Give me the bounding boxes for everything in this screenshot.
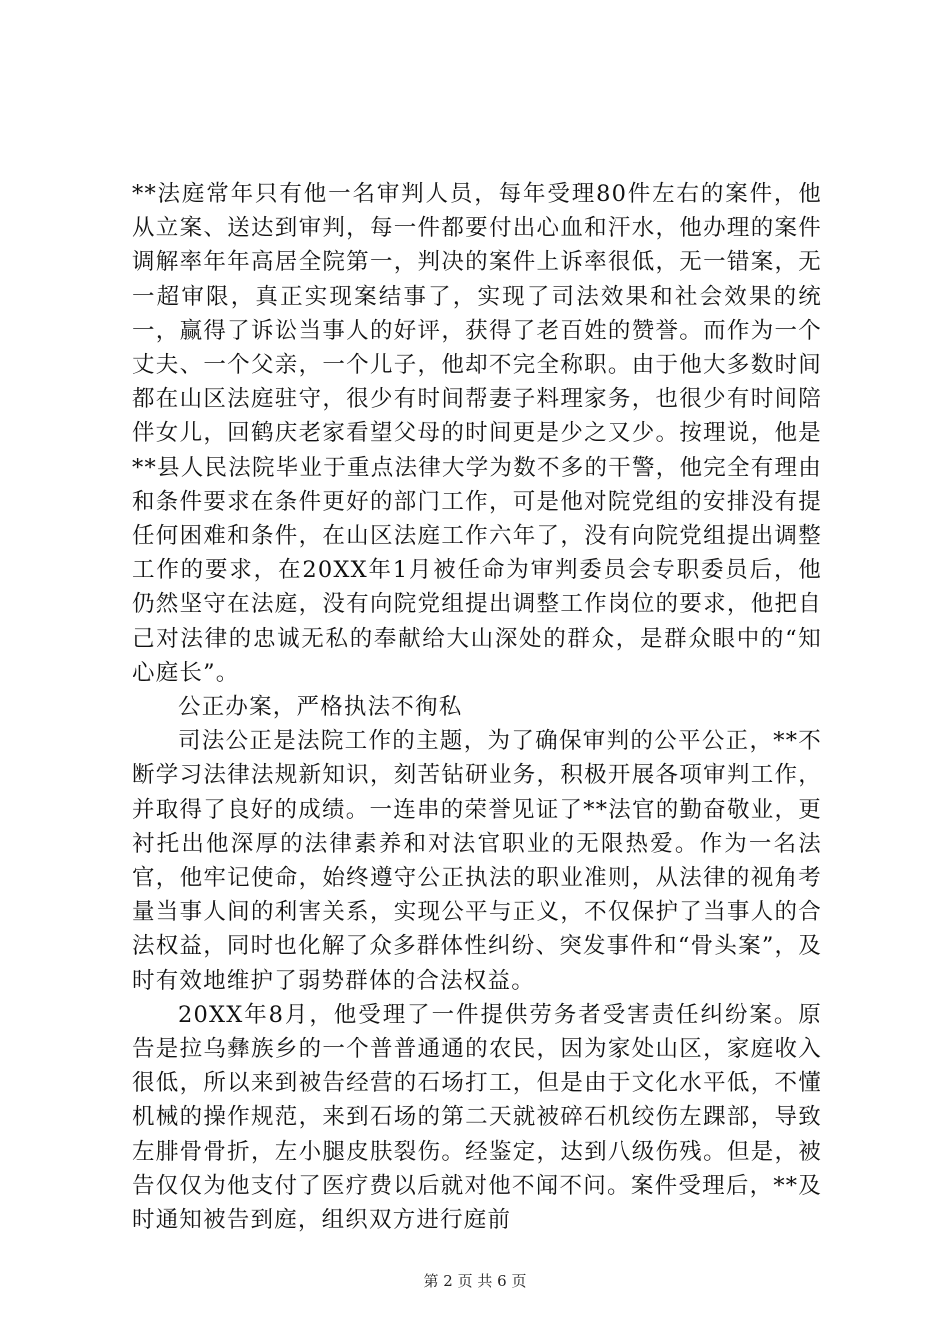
paragraph-3: 20XX年8月，他受理了一件提供劳务者受害责任纠纷案。原告是拉乌彝族乡的一个普普通通的农民，因为家处山区，家庭收入很低，所以来到被告经营的石场打工，但是由于文化水平低，不懂机械的操作规范，来到石场的第二天就被碎石机绞伤左踝部，导致左腓骨骨折，左小腿皮肤裂伤。经鉴定，达到八级伤残。但是，被告仅仅为他支付了医疗费以后就对他不闻不问。案件受理后，**及时通知被告到庭，组织双方进行庭前 xyxy=(132,1001,822,1234)
page-number-footer: 第 2 页 共 6 页 xyxy=(423,1272,527,1290)
paragraph-2: 司法公正是法院工作的主题，为了确保审判的公平公正，**不断学习法律法规新知识，刻苦钻研业务，积极开展各项审判工作，并取得了良好的成绩。一连串的荣誉见证了**法官的勤奋敬业，更衬托出他深厚的法律素养和对法官职业的无限热爱。作为一名法官，他牢记使命，始终遵守公正执法的职业准则，从法律的视角考量当事人间的利害关系，实现公平与正义，不仅保护了当事人的合法权益，同时也化解了众多群体性纠纷、突发事件和“骨头案”，及时有效地维护了弱势群体的合法权益。 xyxy=(132,728,822,994)
paragraph-1: **法庭常年只有他一名审判人员，每年受理80件左右的案件，他从立案、送达到审判，每一件都要付出心血和汗水，他办理的案件调解率年年高居全院第一，判决的案件上诉率很低，无一错案，无一超审限，真正实现案结事了，实现了司法效果和社会效果的统一，赢得了诉讼当事人的好评，获得了老百姓的赞誉。而作为一个丈夫、一个父亲，一个儿子，他却不完全称职。由于他大多数时间都在山区法庭驻守，很少有时间帮妻子料理家务，也很少有时间陪伴女儿，回鹤庆老家看望父母的时间更是少之又少。按理说，他是**县人民法院毕业于重点法律大学为数不多的干警，他完全有理由和条件要求在条件更好的部门工作，可是他对院党组的安排没有提任何困难和条件，在山区法庭工作六年了，没有向院党组提出调整工作的要求，在20XX年1月被任命为审判委员会专职委员后，他仍然坚守在法庭，没有向院党组提出调整工作岗位的要求，他把自己对法律的忠诚无私的奉献给大山深处的群众，是群众眼中的“知心庭长”。 xyxy=(132,181,822,686)
document-body xyxy=(132,177,822,1237)
section-heading: 公正办案，严格执法不徇私 xyxy=(178,694,463,721)
